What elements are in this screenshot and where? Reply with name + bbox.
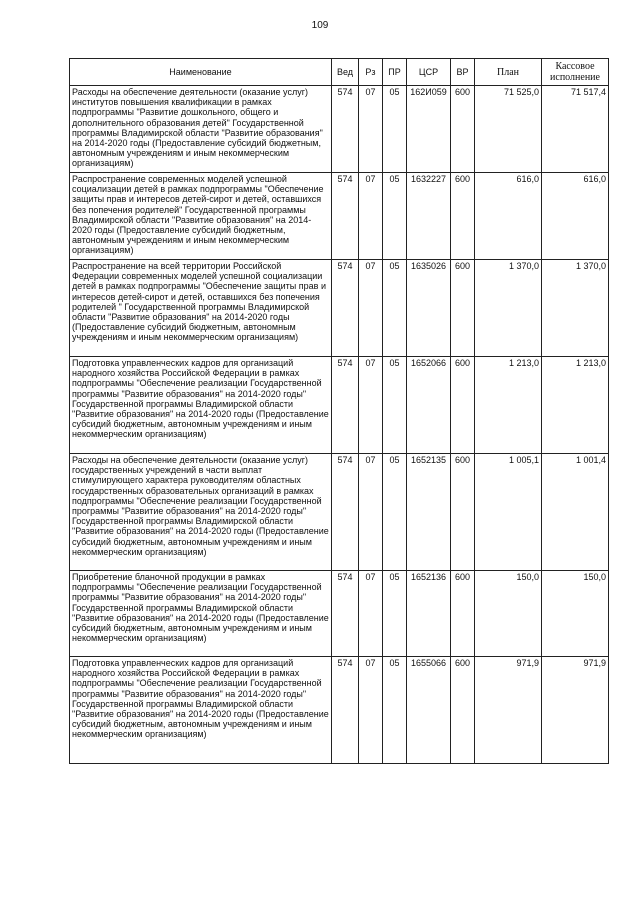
row-pr: 05 [383,357,407,454]
row-plan: 1 213,0 [475,357,542,454]
row-vr: 600 [451,571,475,657]
row-rz: 07 [359,657,383,764]
row-kass: 1 370,0 [542,260,609,357]
row-vr: 600 [451,86,475,173]
row-pr: 05 [383,657,407,764]
row-pr: 05 [383,86,407,173]
row-csr: 1652135 [407,454,451,571]
row-csr: 1652136 [407,571,451,657]
header-ved: Вед [332,59,359,86]
row-ved: 574 [332,357,359,454]
row-pr: 05 [383,260,407,357]
page-number: 109 [311,20,329,31]
row-rz: 07 [359,86,383,173]
row-csr: 1652066 [407,357,451,454]
row-name: Распространение на всей территории Российской Федерации современных моделей успешной социализации детей в рамках подпрограммы "Обеспечение защиты прав и интересов детей-сирот и детей, оставшихся без попечения родителей " Государственной программы Владимирской области "Развитие образования" на 2014-2020 годы (Предоставление субсидий бюджетным, автономным учреждениям и иным некоммерческим организациям) [70,260,332,357]
table-row [70,357,609,454]
row-ved: 574 [332,260,359,357]
table-row [70,173,609,260]
header-pr: ПР [383,59,407,86]
row-name: Расходы на обеспечение деятельности (оказание услуг) институтов повышения квалификации в рамках подпрограммы "Развитие дошкольного, общего и дополнительного образования детей" Государственной программы Владимирской области "Развитие образования" на 2014-2020 годы (Предоставление субсидий бюджетным, автономным учреждениям и иным некоммерческим организациям) [70,86,332,173]
row-csr: 1655066 [407,657,451,764]
row-pr: 05 [383,571,407,657]
table-row [70,260,609,357]
row-plan: 150,0 [475,571,542,657]
row-pr: 05 [383,454,407,571]
row-vr: 600 [451,454,475,571]
row-csr: 1635026 [407,260,451,357]
row-rz: 07 [359,571,383,657]
budget-table [69,58,609,764]
row-vr: 600 [451,357,475,454]
row-plan: 71 525,0 [475,86,542,173]
row-ved: 574 [332,454,359,571]
row-name: Распространение современных моделей успешной социализации детей в рамках подпрограммы "Обеспечение защиты прав и интересов детей-сирот и детей, оставшихся без попечения родителей" Государственной программы Владимирской области "Развитие образования" на 2014-2020 годы (Предоставление субсидий бюджетным, автономным учреждениям и иным некоммерческим организациям) [70,173,332,260]
row-rz: 07 [359,260,383,357]
header-kass: Кассовое исполнение [542,59,609,86]
row-vr: 600 [451,657,475,764]
header-csr: ЦСР [407,59,451,86]
table-row [70,657,609,764]
header-name: Наименование [70,59,332,86]
row-rz: 07 [359,454,383,571]
table-row [70,454,609,571]
row-csr: 162И059 [407,86,451,173]
row-kass: 971,9 [542,657,609,764]
row-csr: 1632227 [407,173,451,260]
row-rz: 07 [359,173,383,260]
row-rz: 07 [359,357,383,454]
row-plan: 1 005,1 [475,454,542,571]
row-kass: 1 213,0 [542,357,609,454]
row-plan: 1 370,0 [475,260,542,357]
header-plan: План [475,59,542,86]
row-name: Подготовка управленческих кадров для организаций народного хозяйства Российской Федерации в рамках подпрограммы "Обеспечение реализации Государственной программы "Развитие образования" на 2014-2020 годы" Государственной программы Владимирской области "Развитие образования" на 2014-2020 годы (Предоставление субсидий бюджетным, автономным учреждениям и иным некоммерческим организациям) [70,657,332,764]
row-name: Расходы на обеспечение деятельности (оказание услуг) государственных учреждений в части выплат стимулирующего характера руководителям областных государственных образовательных организаций в рамках подпрограммы "Обеспечение реализации Государственной программы "Развитие образования" на 2014-2020 годы" Государственной программы Владимирской области "Развитие образования" на 2014-2020 годы (Предоставление субсидий бюджетным, автономным учреждениям и иным некоммерческим организациям) [70,454,332,571]
row-ved: 574 [332,173,359,260]
row-vr: 600 [451,173,475,260]
row-name: Приобретение бланочной продукции в рамках подпрограммы "Обеспечение реализации Государственной программы "Развитие образования" на 2014-2020 годы" Государственной программы Владимирской области "Развитие образования" на 2014-2020 годы (Предоставление субсидий бюджетным, автономным учреждениям и иным некоммерческим организациям) [70,571,332,657]
header-rz: Рз [359,59,383,86]
table-header-row [70,59,609,86]
table-row [70,86,609,173]
header-vr: ВР [451,59,475,86]
row-kass: 1 001,4 [542,454,609,571]
row-kass: 150,0 [542,571,609,657]
row-name: Подготовка управленческих кадров для организаций народного хозяйства Российской Федерации в рамках подпрограммы "Обеспечение реализации Государственной программы "Развитие образования" на 2014-2020 годы" Государственной программы Владимирской области "Развитие образования" на 2014-2020 годы (Предоставление субсидий бюджетным, автономным учреждениям и иным некоммерческим организациям) [70,357,332,454]
row-ved: 574 [332,657,359,764]
row-kass: 616,0 [542,173,609,260]
row-plan: 616,0 [475,173,542,260]
table-row [70,571,609,657]
row-ved: 574 [332,571,359,657]
row-plan: 971,9 [475,657,542,764]
row-kass: 71 517,4 [542,86,609,173]
row-vr: 600 [451,260,475,357]
row-ved: 574 [332,86,359,173]
row-pr: 05 [383,173,407,260]
